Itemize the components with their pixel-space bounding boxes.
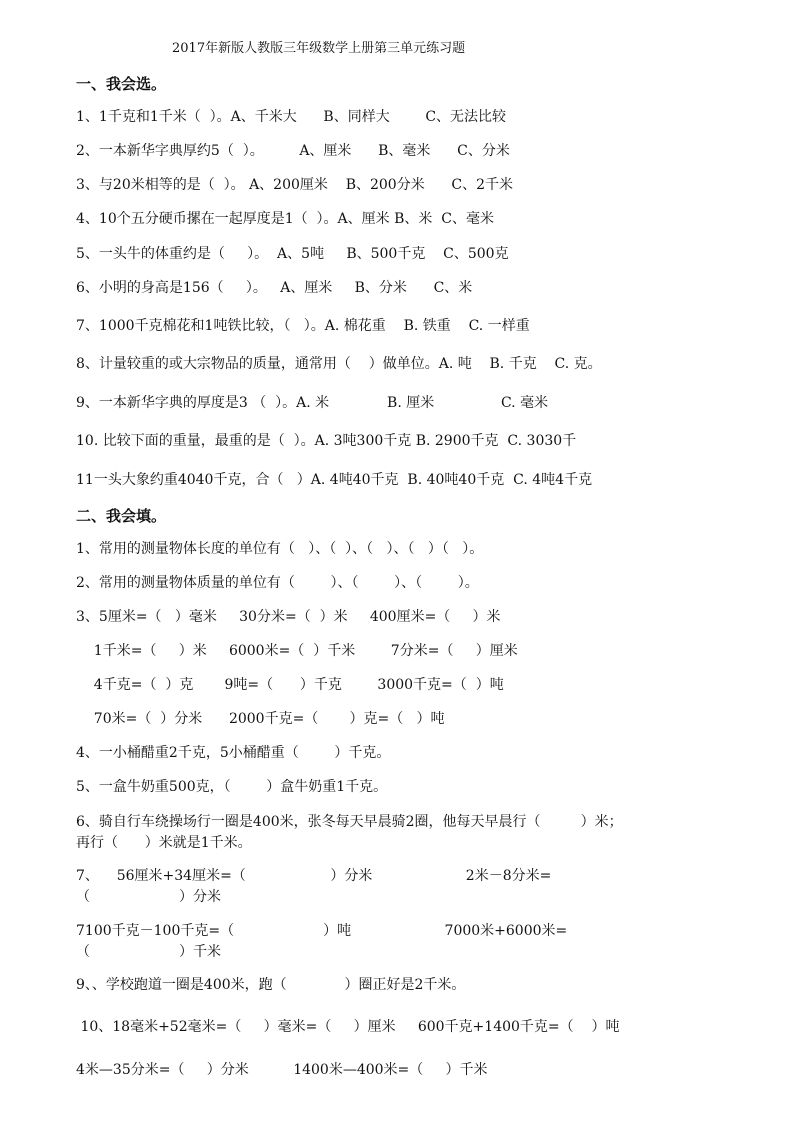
section-1-heading: 一、我会选。 <box>76 75 167 93</box>
question-2-10-row2: 4米—35分米=（ ）分米 1400米—400米=（ ）千米 <box>76 1062 488 1078</box>
question-2-3-row4: 70米=（ ）分米 2000千克=（ ）克=（ ）吨 <box>76 711 445 727</box>
question-1-2: 2、一本新华字典厚约5（ ）。 A、厘米 B、毫米 C、分米 <box>76 143 510 159</box>
question-1-11: 11一头大象约重4040千克，合（ ）A. 4吨40千克 B. 40吨40千克 C. 4吨4千克 <box>76 472 593 488</box>
question-1-1: 1、1千克和1千米（ ）。A、千米大 B、同样大 C、无法比较 <box>76 109 507 125</box>
question-1-3: 3、与20米相等的是（ ）。 A、200厘米 B、200分米 C、2千米 <box>76 177 514 193</box>
question-1-5: 5、一头牛的体重约是（ ）。 A、5吨 B、500千克 C、500克 <box>76 246 509 262</box>
question-2-3-row2: 1千米=（ ）米 6000米=（ ）千米 7分米=（ ）厘米 <box>76 643 518 659</box>
question-1-6: 6、小明的身高是156（ ）。 A、厘米 B、分米 C、米 <box>76 280 473 296</box>
question-2-7: 7、 56厘米+34厘米=（ ）分米 2米－8分米= <box>76 868 552 884</box>
question-1-4: 4、10个五分硬币摞在一起厚度是1（ ）。A、厘米 B、米 C、毫米 <box>76 211 494 227</box>
question-2-6-cont: 再行（ ）米就是1千米。 <box>76 835 252 851</box>
question-2-3: 3、5厘米=（ ）毫米 30分米=（ ）米 400厘米=（ ）米 <box>76 609 501 625</box>
question-2-5: 5、一盒牛奶重500克，（ ）盒牛奶重1千克。 <box>76 779 388 795</box>
question-1-7: 7、1000千克棉花和1吨铁比较，（ ）。A. 棉花重 B. 铁重 C. 一样重 <box>76 318 530 334</box>
question-1-8: 8、计量较重的或大宗物品的质量，通常用（ ）做单位。A. 吨 B. 千克 C. 克。 <box>76 356 602 372</box>
question-2-7b: 7100千克－100千克=（ ）吨 7000米+6000米= <box>76 923 568 939</box>
page-title: 2017年新版人教版三年级数学上册第三单元练习题 <box>172 41 466 56</box>
question-2-6: 6、骑自行车绕操场行一圈是400米，张冬每天早晨骑2圈，他每天早晨行（ ）米； <box>76 814 623 830</box>
question-2-7-cont: （ ）分米 <box>76 889 222 905</box>
question-2-9: 9、、学校跑道一圈是400米，跑（ ）圈正好是2千米。 <box>76 977 466 993</box>
question-2-7b-cont: （ ）千米 <box>76 944 222 960</box>
question-2-10: 10、18毫米+52毫米=（ ）毫米=（ ）厘米 600千克+1400千克=（ ）吨 <box>76 1019 620 1035</box>
question-1-9: 9、一本新华字典的厚度是3 （ ）。A. 米 B. 厘米 C. 毫米 <box>76 395 549 411</box>
question-2-4: 4、一小桶醋重2千克，5小桶醋重（ ）千克。 <box>76 745 391 761</box>
question-2-2: 2、常用的测量物体质量的单位有（ ）、（ ）、（ ）。 <box>76 575 479 591</box>
question-1-10: 10. 比较下面的重量，最重的是（ ）。A. 3吨300千克 B. 2900千克 C. 3030千 <box>76 433 577 449</box>
section-2-heading: 二、我会填。 <box>76 507 167 525</box>
question-2-3-row3: 4千克=（ ）克 9吨=（ ）千克 3000千克=（ ）吨 <box>76 677 504 693</box>
question-2-1: 1、常用的测量物体长度的单位有（ ）、（ ）、（ ）、（ ）（ ）。 <box>76 541 484 557</box>
